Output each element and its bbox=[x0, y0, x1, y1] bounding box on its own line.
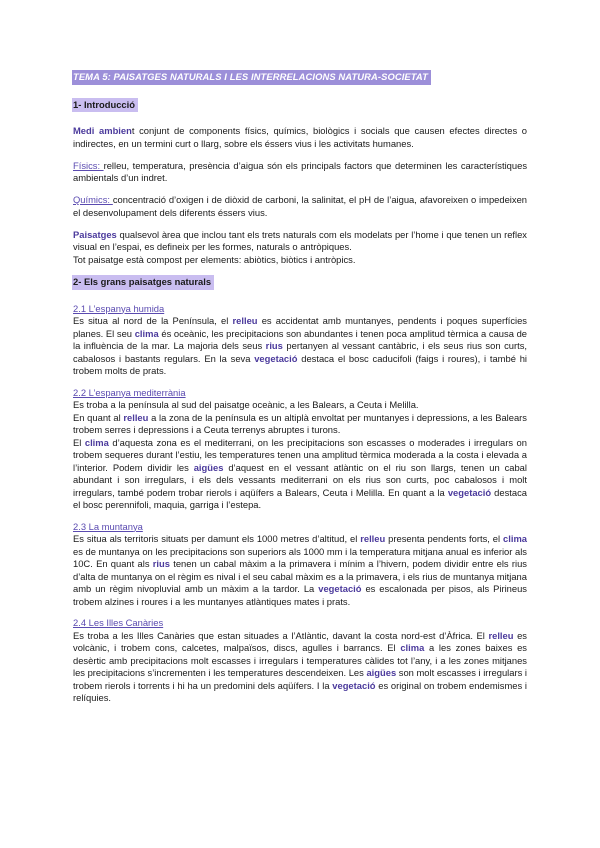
subsection-muntanya: 2.3 La muntanya Es situa als territoris situats per damunt els 1000 metres d’altitud, el relleu presenta pendents forts, el clima es de muntanya on les precipitacions son superiors als 1000 mm i la temperatura mitjana anual es inferior als 10C. En quant als rius tenen un cabal màxim a la primavera i mínim a l’hivern, podem dividir entre els rius d’alta de muntanya on el règim es nival i el seu cabal màxim es a la primavera, i els rius de muntanya mitjana amb un règim nivopluvial amb un màxim a la tardor. La vegetació es escalonada per pisos, als Pirineus trobem alzines i roures i a les muntanyes atlàntiques mates i prats. bbox=[73, 520, 527, 607]
subsection-title-espanya-humida: 2.1 L’espanya humida bbox=[73, 302, 165, 314]
keyword-vegetacio: vegetació bbox=[318, 583, 362, 594]
text-paisatges-elements: Tot paisatge està compost per elements: abiòtics, biòtics i antròpics. bbox=[73, 253, 356, 265]
subsection-title-espanya-mediterrania: 2.2 L’espanya mediterrània bbox=[73, 386, 186, 398]
paragraph-paisatges bbox=[73, 229, 527, 267]
keyword-relleu: relleu bbox=[232, 315, 258, 326]
section-heading-grans-paisatges: 2- Els grans paisatges naturals bbox=[72, 275, 214, 290]
keyword-aigues: aigües bbox=[193, 461, 224, 473]
keyword-rius: rius bbox=[152, 558, 170, 569]
subsection-title-muntanya: 2.3 La muntanya bbox=[73, 520, 143, 532]
keyword-clima: clima bbox=[503, 533, 527, 544]
keyword-clima: clima bbox=[400, 642, 425, 653]
text-paisatges: qualsevol àrea que inclou tant els trets naturals com els modelats per l’home i que tenen un reflex visual en l’espai, es defineix per les formes, naturals o antròpiques. bbox=[73, 228, 527, 252]
document-content bbox=[73, 70, 527, 714]
document-title: TEMA 5: PAISATGES NATURALS I LES INTERRELACIONS NATURA-SOCIETAT bbox=[72, 70, 431, 85]
text-quimics: concentració d’oxigen i de diòxid de carboni, la salinitat, el pH de l’aigua, afavoreixen o impedeixen el desenvolupament dels diferents éssers vius. bbox=[73, 194, 527, 218]
text-medi-ambient: t conjunt de components físics, químics, biològics i socials que causen efectes directes o indirectes, en un termini curt o llarg, sobre els éssers vius i les activitats humanes. bbox=[73, 125, 528, 149]
section-heading-introduccio: 1- Introducció bbox=[72, 98, 138, 113]
keyword-vegetacio: vegetació bbox=[332, 679, 376, 691]
keyword-clima: clima bbox=[134, 327, 159, 339]
paragraph-fisics bbox=[73, 160, 527, 185]
term-quimics: Químics: bbox=[73, 194, 113, 205]
term-fisics: Físics: bbox=[73, 159, 104, 171]
keyword-relleu: relleu bbox=[488, 629, 514, 641]
term-paisatges: Paisatges bbox=[73, 228, 117, 240]
keyword-vegetacio: vegetació bbox=[447, 486, 492, 498]
subsection-illes-canaries: 2.4 Les Illes Canàries Es troba a les Illes Canàries que estan situades a l’Atlàntic, davant la costa nord-est d’Àfrica. El relleu es volcànic, i trobem cons, calcetes, malpaïsos, discs, agulles i barrancs. El clima a les zones baixes es desèrtic amb precipitacions molt escasses i irregulars i temperatures càlides tot l’any, i a les zones mitjanes les precipitacions s’incrementen i les temperatures descendeixen. Les aigües son molt escasses i irregulars i trobem rierols i torrents i hi ha un predomini dels aqüífers. I la vegetació es original on trobem endemismes i relíquies. bbox=[73, 617, 527, 703]
paragraph-medi-ambient bbox=[73, 125, 527, 150]
text-fisics: relleu, temperatura, presència d’aigua són els principals factors que determinen les característiques ambientals d’un indret. bbox=[73, 159, 528, 183]
keyword-vegetacio: vegetació bbox=[254, 352, 298, 364]
text-mediterrania-location: Es troba a la península al sud del paisatge oceànic, a les Balears, a Ceuta i Melilla. bbox=[73, 399, 419, 410]
keyword-relleu: relleu bbox=[360, 533, 386, 544]
keyword-aigues: aigües bbox=[366, 667, 397, 678]
term-medi-ambient: Medi ambien bbox=[73, 125, 132, 136]
paragraph-quimics bbox=[73, 194, 527, 219]
subsection-espanya-humida: 2.1 L’espanya humida Es situa al nord de la Península, el relleu es accidentat amb muntanyes, pendents i poques superfícies planes. El seu clima és oceànic, les precipitacions son abundantes i tenen poca amplitud tèrmica a causa de la influència de la mar. La majoria dels seus rius pertanyen al vessant cantàbric, i els seus rius son curts, cabalosos i bastants regulars. En la seva vegetació destaca el bosc caducifoli (faigs i roures), i també hi trobem molts de prats. bbox=[73, 302, 527, 376]
keyword-clima: clima bbox=[84, 436, 109, 448]
subsection-title-illes-canaries: 2.4 Les Illes Canàries bbox=[73, 617, 164, 628]
subsection-espanya-mediterrania: 2.2 L’espanya mediterrània Es troba a la península al sud del paisatge oceànic, a les Balears, a Ceuta i Melilla. En quant al relleu a la zona de la península es un altiplà envoltat per muntanyes i depressions, a les Balears trobem serres i depressions i a Ceuta terrenys abruptes i turons. El clima d’aquesta zona es el mediterrani, on les precipitacions son escasses o moderades i irregulars on trobem sequeres durant l’estiu, les temperatures tenen una amplitud tèrmica moderada a la costa i elevada a l’interior. Podem dividir les aigües d’aquest en el vessant atlàntic on el riu son llargs, tenen un cabal abundant i son irregulars, i els dels vessants mediterrani on els rius son curts, poc cabalosos i molt irregulars, també podem trobar rierols i aqüífers a Balears, Ceuta i Melilla. En quant a la vegetació destaca el bosc perennifoli, maquia, garriga i l’estepa. bbox=[73, 386, 527, 510]
keyword-relleu: relleu bbox=[123, 411, 149, 423]
keyword-rius: rius bbox=[265, 340, 283, 351]
